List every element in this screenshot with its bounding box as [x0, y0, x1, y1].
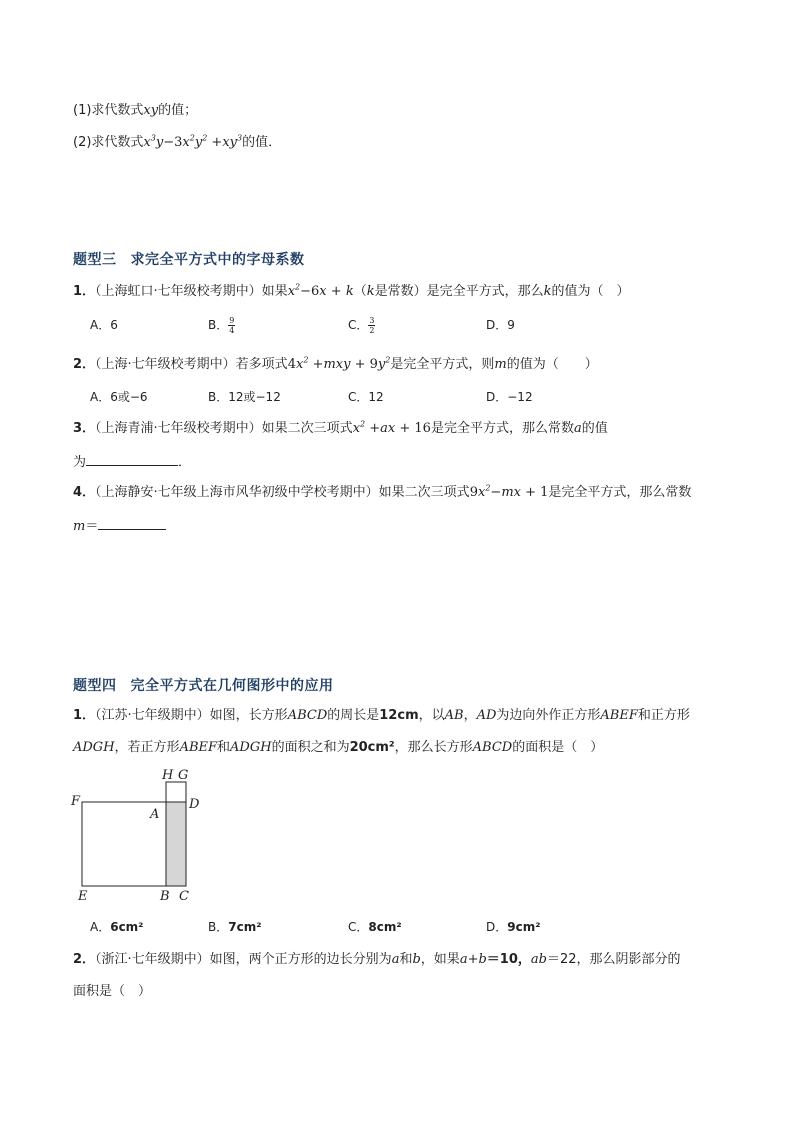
square-adgh: [166, 782, 186, 802]
s4-p1-options: [90, 918, 590, 938]
s4-problem1-line1: 1．（江苏·七年级期中）如图，长方形ABCD的周长是12cm，以AB，AD为边向外作正方形ABEF和正方形: [73, 708, 690, 723]
label-e: E: [78, 889, 88, 904]
s4-problem1-line2: ADGH，若正方形ABEF和ADGH的面积之和为20cm²，那么长方形ABCD的面积是（ ）: [73, 740, 604, 755]
s3-p2-options: [90, 388, 590, 408]
label-g: G: [178, 768, 189, 783]
s3-p1-option-d[interactable]: D．9: [486, 318, 515, 332]
label-a: A: [150, 807, 160, 822]
s3-problem3-line2: 为 ．: [73, 452, 191, 472]
label-h: H: [162, 768, 174, 783]
s3-p1-option-a[interactable]: A．6: [90, 318, 118, 332]
s3-p1-option-b[interactable]: B． $\frac{9}{4}$: [208, 316, 235, 335]
s3-p2-option-d[interactable]: D．−12: [486, 390, 533, 404]
rectangle-abcd-shaded: [166, 802, 186, 886]
label-f: F: [71, 794, 81, 809]
s3-p4-answer-blank[interactable]: [98, 516, 166, 530]
s3-p2-option-a[interactable]: A．6或−6: [90, 390, 148, 404]
s3-problem2: 2．（上海·七年级校考期中）若多项式$4x^2 +mxy + 9y^2$是完全平方式，则m的值为（ ）: [73, 355, 598, 372]
s3-problem1: 1．（上海虹口·七年级校考期中）如果$x^2-6x + k(k$是常数）是完全平方式，那么k的值为（ ）: [73, 282, 630, 299]
s3-p3-answer-blank[interactable]: [86, 452, 178, 466]
intro-q2: (2)求代数式$x^3y-3x^2y^2 +xy^3$的值．: [73, 133, 282, 150]
s3-p1-option-c[interactable]: C． $\frac{3}{2}$: [348, 316, 375, 335]
label-b: B: [160, 889, 170, 904]
s3-problem4: 4．（上海静安·七年级上海市风华初级中学校考期中）如果二次三项式$9x^2-mx + 1$是完全平方式，那么常数: [73, 483, 692, 500]
section4-heading: 题型四 完全平方式在几何图形中的应用: [73, 678, 334, 694]
s3-p2-option-c[interactable]: C．12: [348, 390, 384, 404]
s4-p1-option-a[interactable]: A．6cm²: [90, 920, 144, 934]
s4-p1-option-c[interactable]: C．8cm²: [348, 920, 402, 934]
s4-p1-option-d[interactable]: D．9cm²: [486, 920, 541, 934]
s3-p2-option-b[interactable]: B．12或−12: [208, 390, 281, 404]
label-c: C: [179, 889, 189, 904]
s4-problem2-line1: 2．（浙江·七年级期中）如图，两个正方形的边长分别为a和b，如果a+b＝10，ab＝22，那么阴影部分的: [73, 952, 681, 967]
s3-p1-options: [90, 316, 590, 336]
geometry-figure: [66, 765, 206, 905]
s4-p1-option-b[interactable]: B．7cm²: [208, 920, 262, 934]
s3-problem3: 3．（上海青浦·七年级校考期中）如果二次三项式$x^2 +ax + 16$是完全平方式，那么常数a的值: [73, 419, 608, 436]
s4-problem2-line2: 面积是（ ）: [73, 984, 152, 999]
intro-q1: (1)求代数式xy的值；: [73, 103, 198, 118]
label-d: D: [189, 797, 200, 812]
s3-problem4-line2: m＝: [73, 516, 166, 536]
section3-heading: 题型三 求完全平方式中的字母系数: [73, 252, 305, 268]
